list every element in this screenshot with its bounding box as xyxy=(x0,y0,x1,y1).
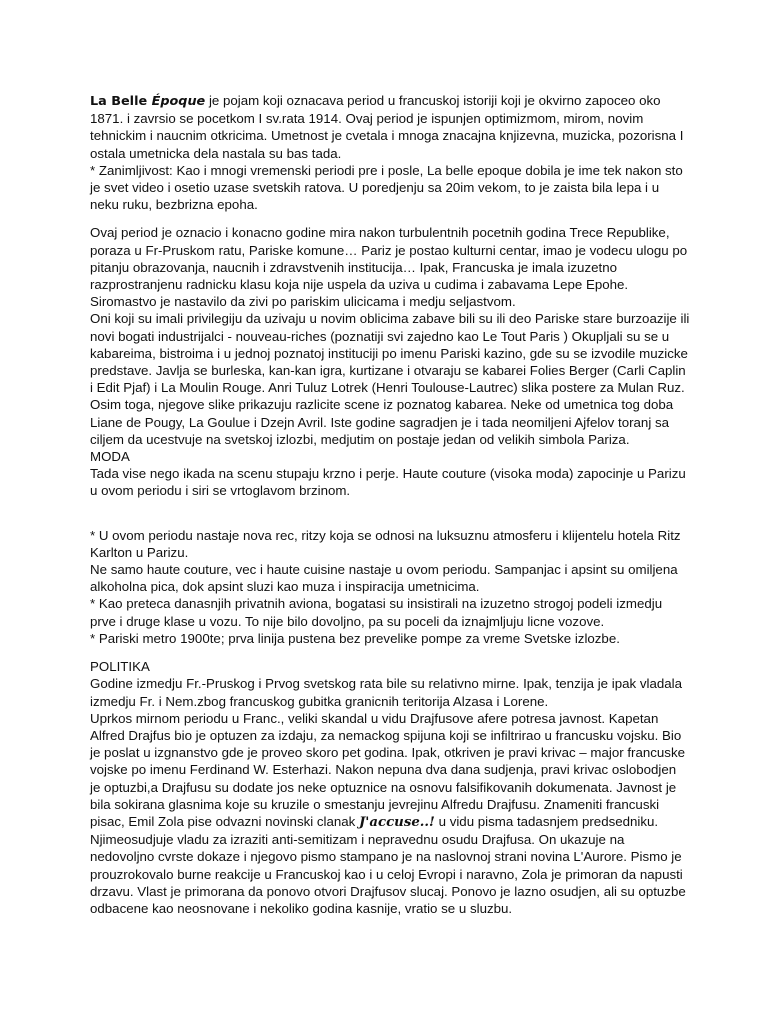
note-ritzy: * U ovom periodu nastaje nova rec, ritzy koja se odnosi na luksuznu atmosferu i klijentelu hotela Ritz Karlton u Parizu. xyxy=(90,527,681,560)
jaccuse-title: J'accuse..! xyxy=(359,814,435,830)
title-la-belle: La Belle xyxy=(90,94,152,109)
spacer xyxy=(90,500,690,527)
note-zanimljivost: * Zanimljivost: Kao i mnogi vremenski periodi pre i posle, La belle epoque dobila je ime tek nakon sto je svet video i osetio uzase svetskih ratova. U poredjenju sa 20im vekom, to je zaista bila lepa i u neku ruku, bezbrizna epoha. xyxy=(90,162,683,213)
note-vozovi: * Kao preteca danasnjih privatnih aviona, bogatasi su insistirali na izuzetno strogoj podeli izmedju prve i druge klase u vozu. To nije bilo dovoljno, pa su poceli da iznajmljuju licne vozove. xyxy=(90,596,663,629)
note-metro: * Pariski metro 1900te; prva linija pustena bez prevelike pompe za vreme Svetske izlozbe. xyxy=(90,630,620,646)
intro-paragraph xyxy=(90,92,690,162)
paragraph-politika-mir: Godine izmedju Fr.-Pruskog i Prvog svetskog rata bile su relativno mirne. Ipak, tenzija je ipak vladala izmedju Fr. i Nem.zbog francuskog gubitka granicnih teritorija Alzasa i Lorene. xyxy=(90,676,682,709)
spacer xyxy=(90,647,690,658)
spacer xyxy=(90,213,690,224)
paragraph-moda: Tada vise nego ikada na scenu stupaju krzno i perje. Haute couture (visoka moda) zapocinje u Parizu u ovom periodu i siri se vrtoglavom brzinom. xyxy=(90,466,686,499)
paragraph-drajfus xyxy=(90,710,690,917)
drajfus-text-a: Uprkos mirnom periodu u Franc., veliki skandal u vidu Drajfusove afere potresa javnost. Kapetan Alfred Drajfus bio je optuzen za izdaju, za nemackog spijuna koji se infiltrirao u francusku vojsku. Bio je poslat u izgnanstvo gde je proveo skoro pet godina. Ipak, otkriven je pravi krivac – major francuske vojske po imenu Ferdinand W. Esterhazi. Nakon nepuna dva dana sudjenja, pravi krivac oslobodjen je optuzbi,a Drajfusu su dodate jos neke optuznice na osnovu falsifikovanih dokumenata. Javnost je bila sokirana glasnima koje su kruzile o smestanju jevrejinu Alfredu Drajfusu. Znameniti francuski pisac, Emil Zola pise odvazni novinski clanak xyxy=(90,710,685,829)
title-epoque: Époque xyxy=(151,94,206,109)
paragraph-cuisine: Ne samo haute couture, vec i haute cuisine nastaje u ovom periodu. Sampanjac i apsint su omiljena alkoholna pica, dok apsint sluzi kao muza i inspiracija umetnicima. xyxy=(90,562,678,595)
heading-politika: POLITIKA xyxy=(90,659,150,675)
paragraph-zabava: Oni koji su imali privilegiju da uzivaju u novim oblicima zabave bili su ili deo Pariske stare burzoazije ili novi bogati industrijalci - nouveau-riches (poznatiji svi zajedno kao Le Tout Paris ) Okupljali su se u kabareima, bistroima i u jednoj poznatoj instituciji po imenu Pariski kazino, gde su se izvodile muzicke predstave. Javlja se burleska, kan-kan igra, kurtizane i otvaraju se kabarei Folies Berger (Carli Caplin i Edit Pjaf) i La Moulin Rouge. Anri Tuluz Lotrek (Henri Toulouse-Lautrec) slika postere za Mulan Ruz. Osim toga, njegove slike prikazuju razlicite scene iz poznatog kabarea. Neke od umetnica tog doba Liane de Pougy, La Goulue i Dzejn Avril. Iste godine sagradjen je i tada neomiljeni Ajfelov toranj sa ciljem da ucestvuje na svetskoj izlozbi, medjutim on postaje jedan od velikih simbola Pariza. xyxy=(90,311,690,447)
paragraph-mir: Ovaj period je oznacio i konacno godine mira nakon turbulentnih pocetnih godina Trece Republike, poraza u Fr-Pruskom ratu, Pariske komune… Pariz je postao kulturni centar, imao je vodecu ulogu po pitanju obrazovanja, naucnih i zdravstvenih institucija… Ipak, Francuska je imala izuzetno razprostranjenu radnicku klasu koja nije uspela da uziva u cudima i zabavama Lepe Epohe. Siromastvo je nastavilo da zivi po pariskim ulicicama i medju seljastvom. xyxy=(90,225,688,310)
document-page xyxy=(90,92,690,917)
intro-text: je pojam koji oznacava period u francuskoj istoriji koji je okvirno zapoceo oko 1871. i zavrsio se pocetkom I sv.rata 1914. Ovaj period je ispunjen optimizmom, mirom, novim tehnickim i naucnim otkricima. Umetnost je cvetala i mnoga znacajna knjizevna, muzicka, pozorisna I ostala umetnicka dela nastala su bas tada. xyxy=(90,93,684,161)
heading-moda: MODA xyxy=(90,449,130,465)
drajfus-text-b: u vidu pisma tadasnjem predsedniku. Njimeosudjuje vladu za izraziti anti-semitizam i nepravednu osudu Drajfusa. On ukazuje na nedovoljno cvrste dokaze i njegovo pismo stampano je na naslovnoj strani novina L'Aurore. Pismo je prouzrokovalo burne reakcije u Francuskoj kao i u celoj Evropi i naravno, Zola je primoran da napusti drzavu. Vlast je primorana da ponovo otvori Drajfusov slucaj. Ponovo je lazno osudjen, ali su optuzbe odbacene kao neosnovane i nekoliko godina kasnije, vratio se u sluzbu. xyxy=(90,813,686,916)
